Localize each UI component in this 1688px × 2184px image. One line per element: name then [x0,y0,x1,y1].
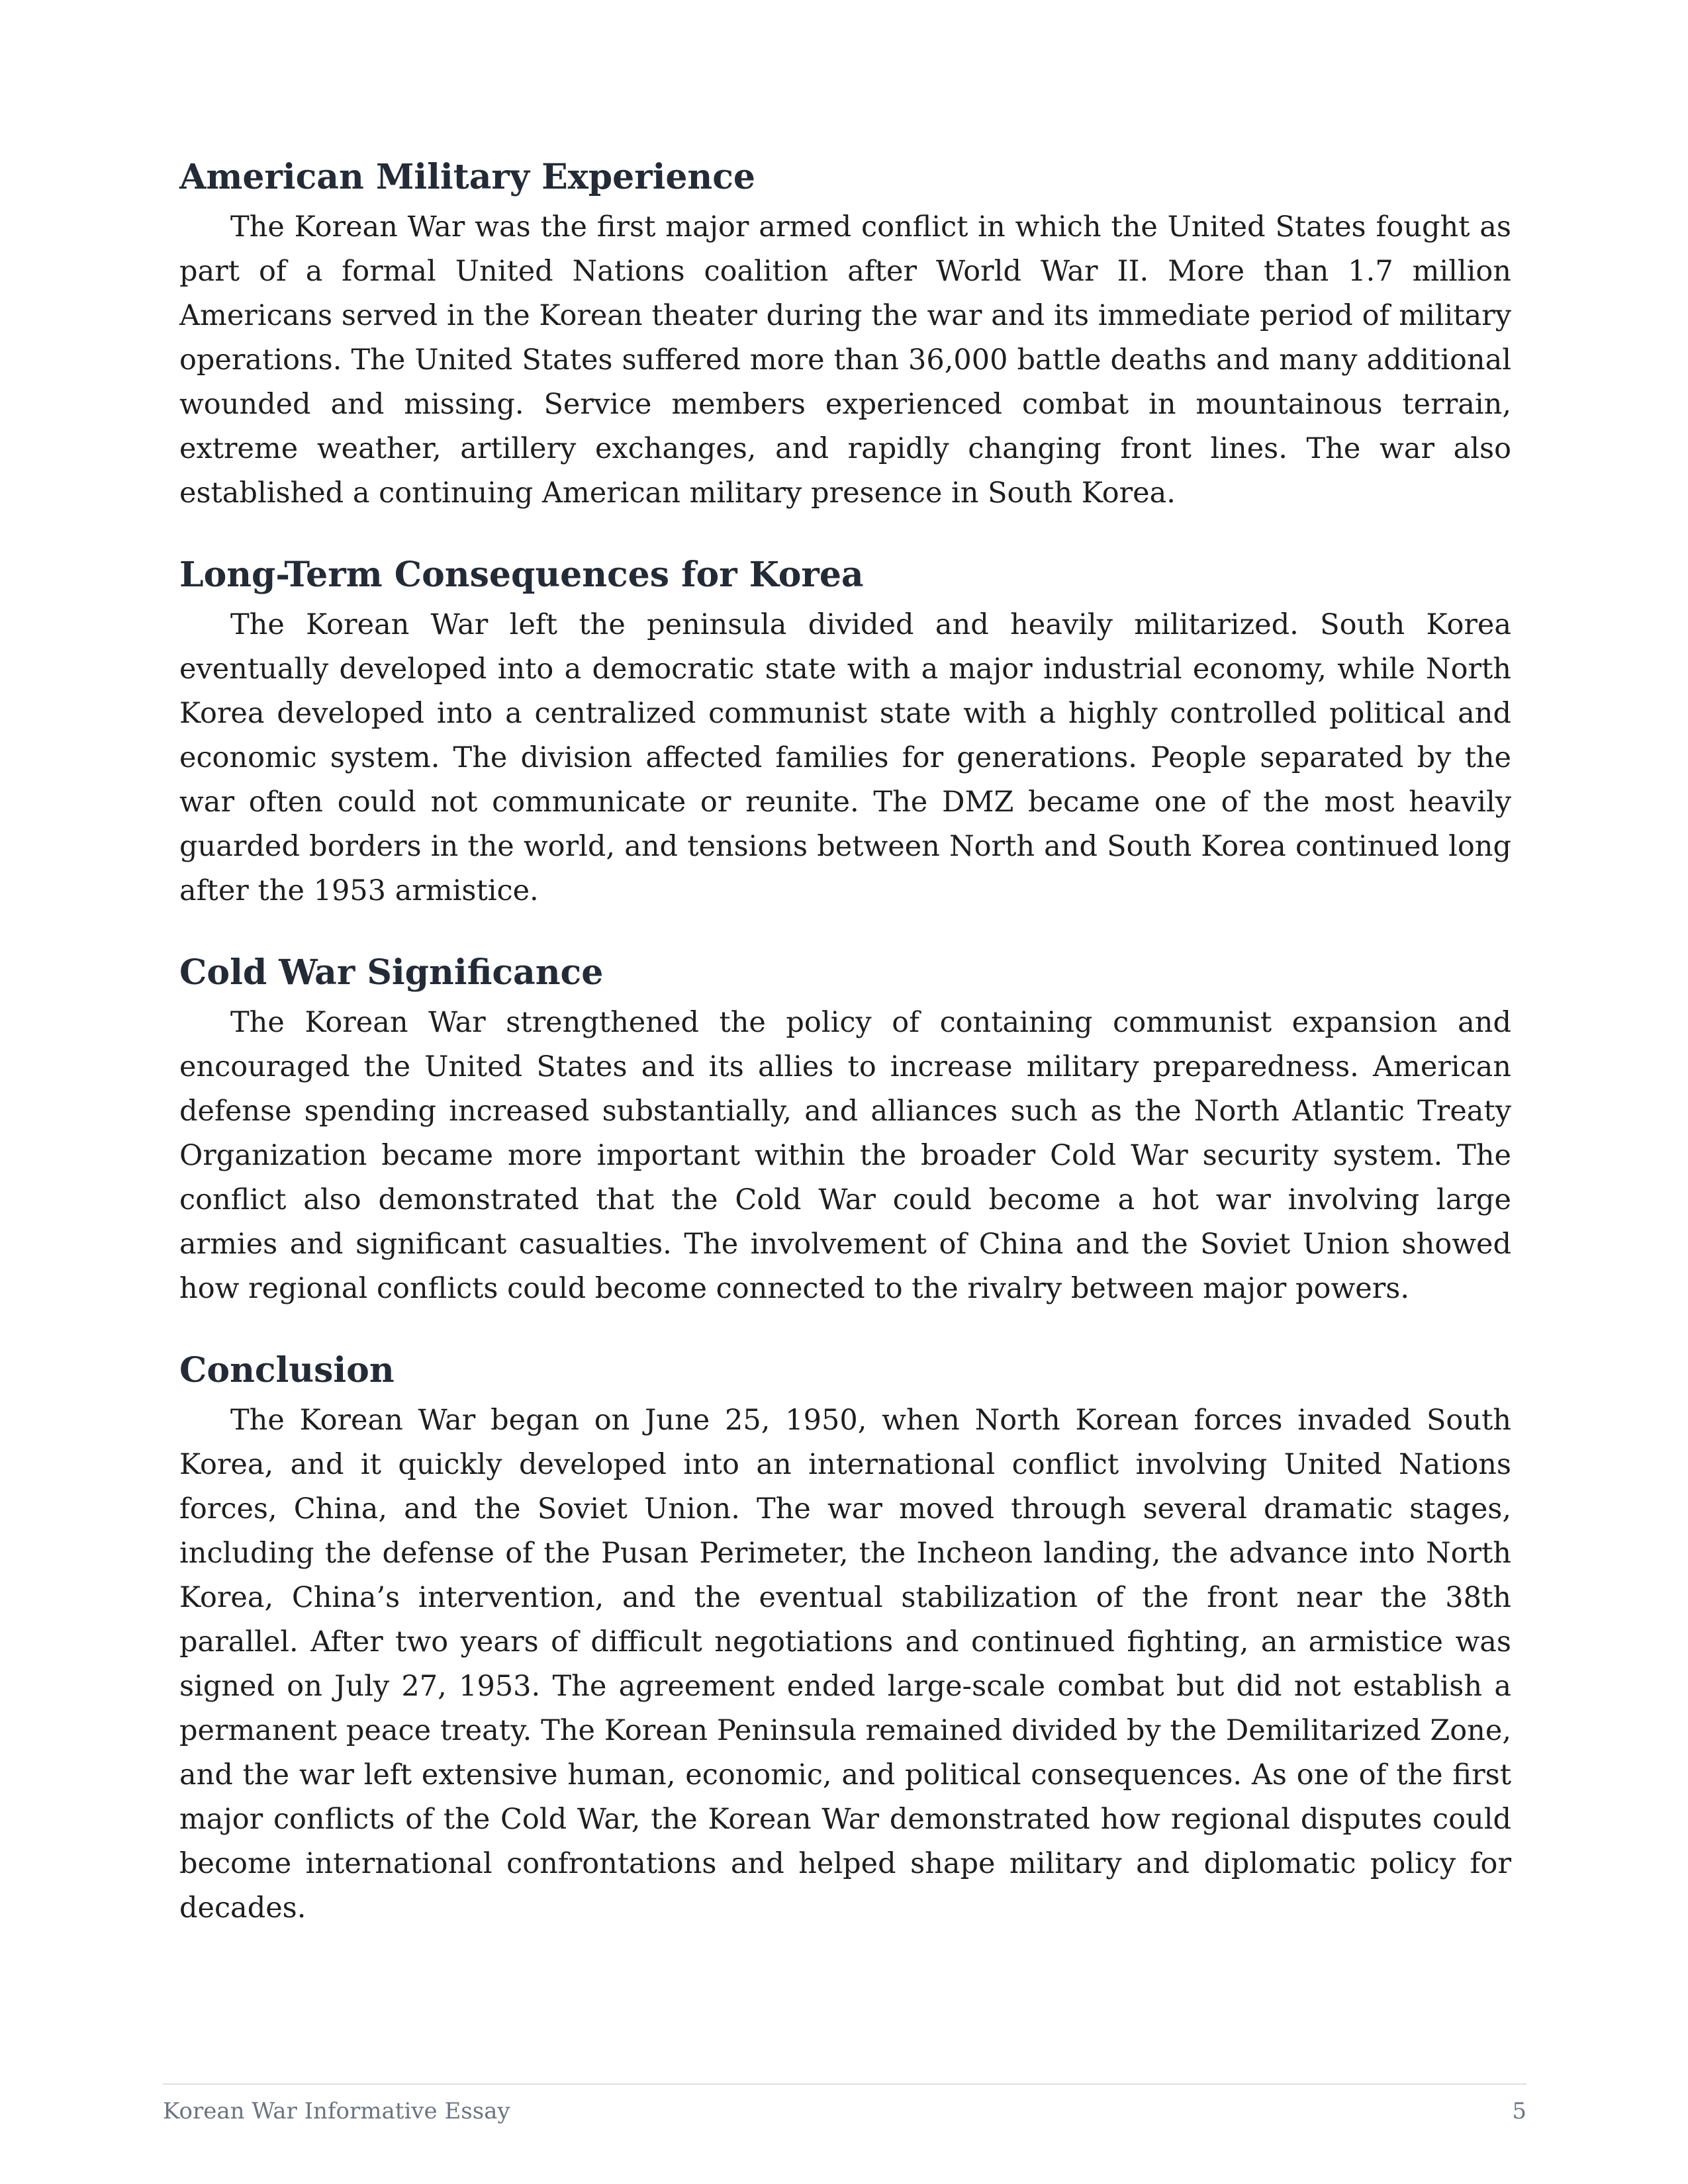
section-conclusion [179,1344,1511,1931]
section-heading: Long-Term Consequences for Korea [179,555,864,595]
section-long-term-consequences [179,549,1511,913]
section-american-military-experience [179,151,1511,516]
section-paragraph: The Korean War began on June 25, 1950, when North Korean forces invaded South Korea, and it quickly developed into an international conflict involving United Nations forces, China, and the Soviet Union. The war moved through several dramatic stages, including the defense of the Pusan Perimeter, the Incheon landing, the advance into North Korea, China’s intervention, and the eventual stabilization of the front near the 38th parallel. After two years of difficult negotiations and continued fighting, an armistice was signed on July 27, 1953. The agreement ended large-scale combat but did not establish a permanent peace treaty. The Korean Peninsula remained divided by the Demilitarized Zone, and the war left extensive human, economic, and political consequences. As one of the first major conflicts of the Cold War, the Korean War demonstrated how regional disputes could become international confrontations and helped shape military and diplomatic policy for decades. [179,1404,1511,1925]
footer-document-title: Korean War Informative Essay [163,2098,510,2124]
page-footer [163,2097,1526,2126]
document-body [179,151,1511,1931]
section-heading: Conclusion [179,1350,395,1390]
section-heading: American Military Experience [179,157,755,197]
section-cold-war-significance [179,946,1511,1311]
section-paragraph: The Korean War strengthened the policy of containing communist expansion and encouraged the United States and its allies to increase military preparedness. American defense spending increased substantially, and alliances such as the North Atlantic Treaty Organization became more important within the broader Cold War security system. The conflict also demonstrated that the Cold War could become a hot war involving large armies and significant casualties. The involvement of China and the Soviet Union showed how regional conflicts could become connected to the rivalry between major powers. [179,1006,1511,1305]
footer-divider [163,2083,1526,2085]
page-number: 5 [1512,2098,1526,2124]
section-paragraph: The Korean War left the peninsula divided and heavily militarized. South Korea eventually developed into a democratic state with a major industrial economy, while North Korea developed into a centralized communist state with a highly controlled political and economic system. The division affected families for generations. People separated by the war often could not communicate or reunite. The DMZ became one of the most heavily guarded borders in the world, and tensions between North and South Korea continued long after the 1953 armistice. [179,608,1511,907]
section-paragraph: The Korean War was the first major armed conflict in which the United States fought as part of a formal United Nations coalition after World War II. More than 1.7 million Americans served in the Korean theater during the war and its immediate period of military operations. The United States suffered more than 36,000 battle deaths and many additional wounded and missing. Service members experienced combat in mountainous terrain, extreme weather, artillery exchanges, and rapidly changing front lines. The war also established a continuing American military presence in South Korea. [179,210,1511,510]
section-heading: Cold War Significance [179,952,604,993]
